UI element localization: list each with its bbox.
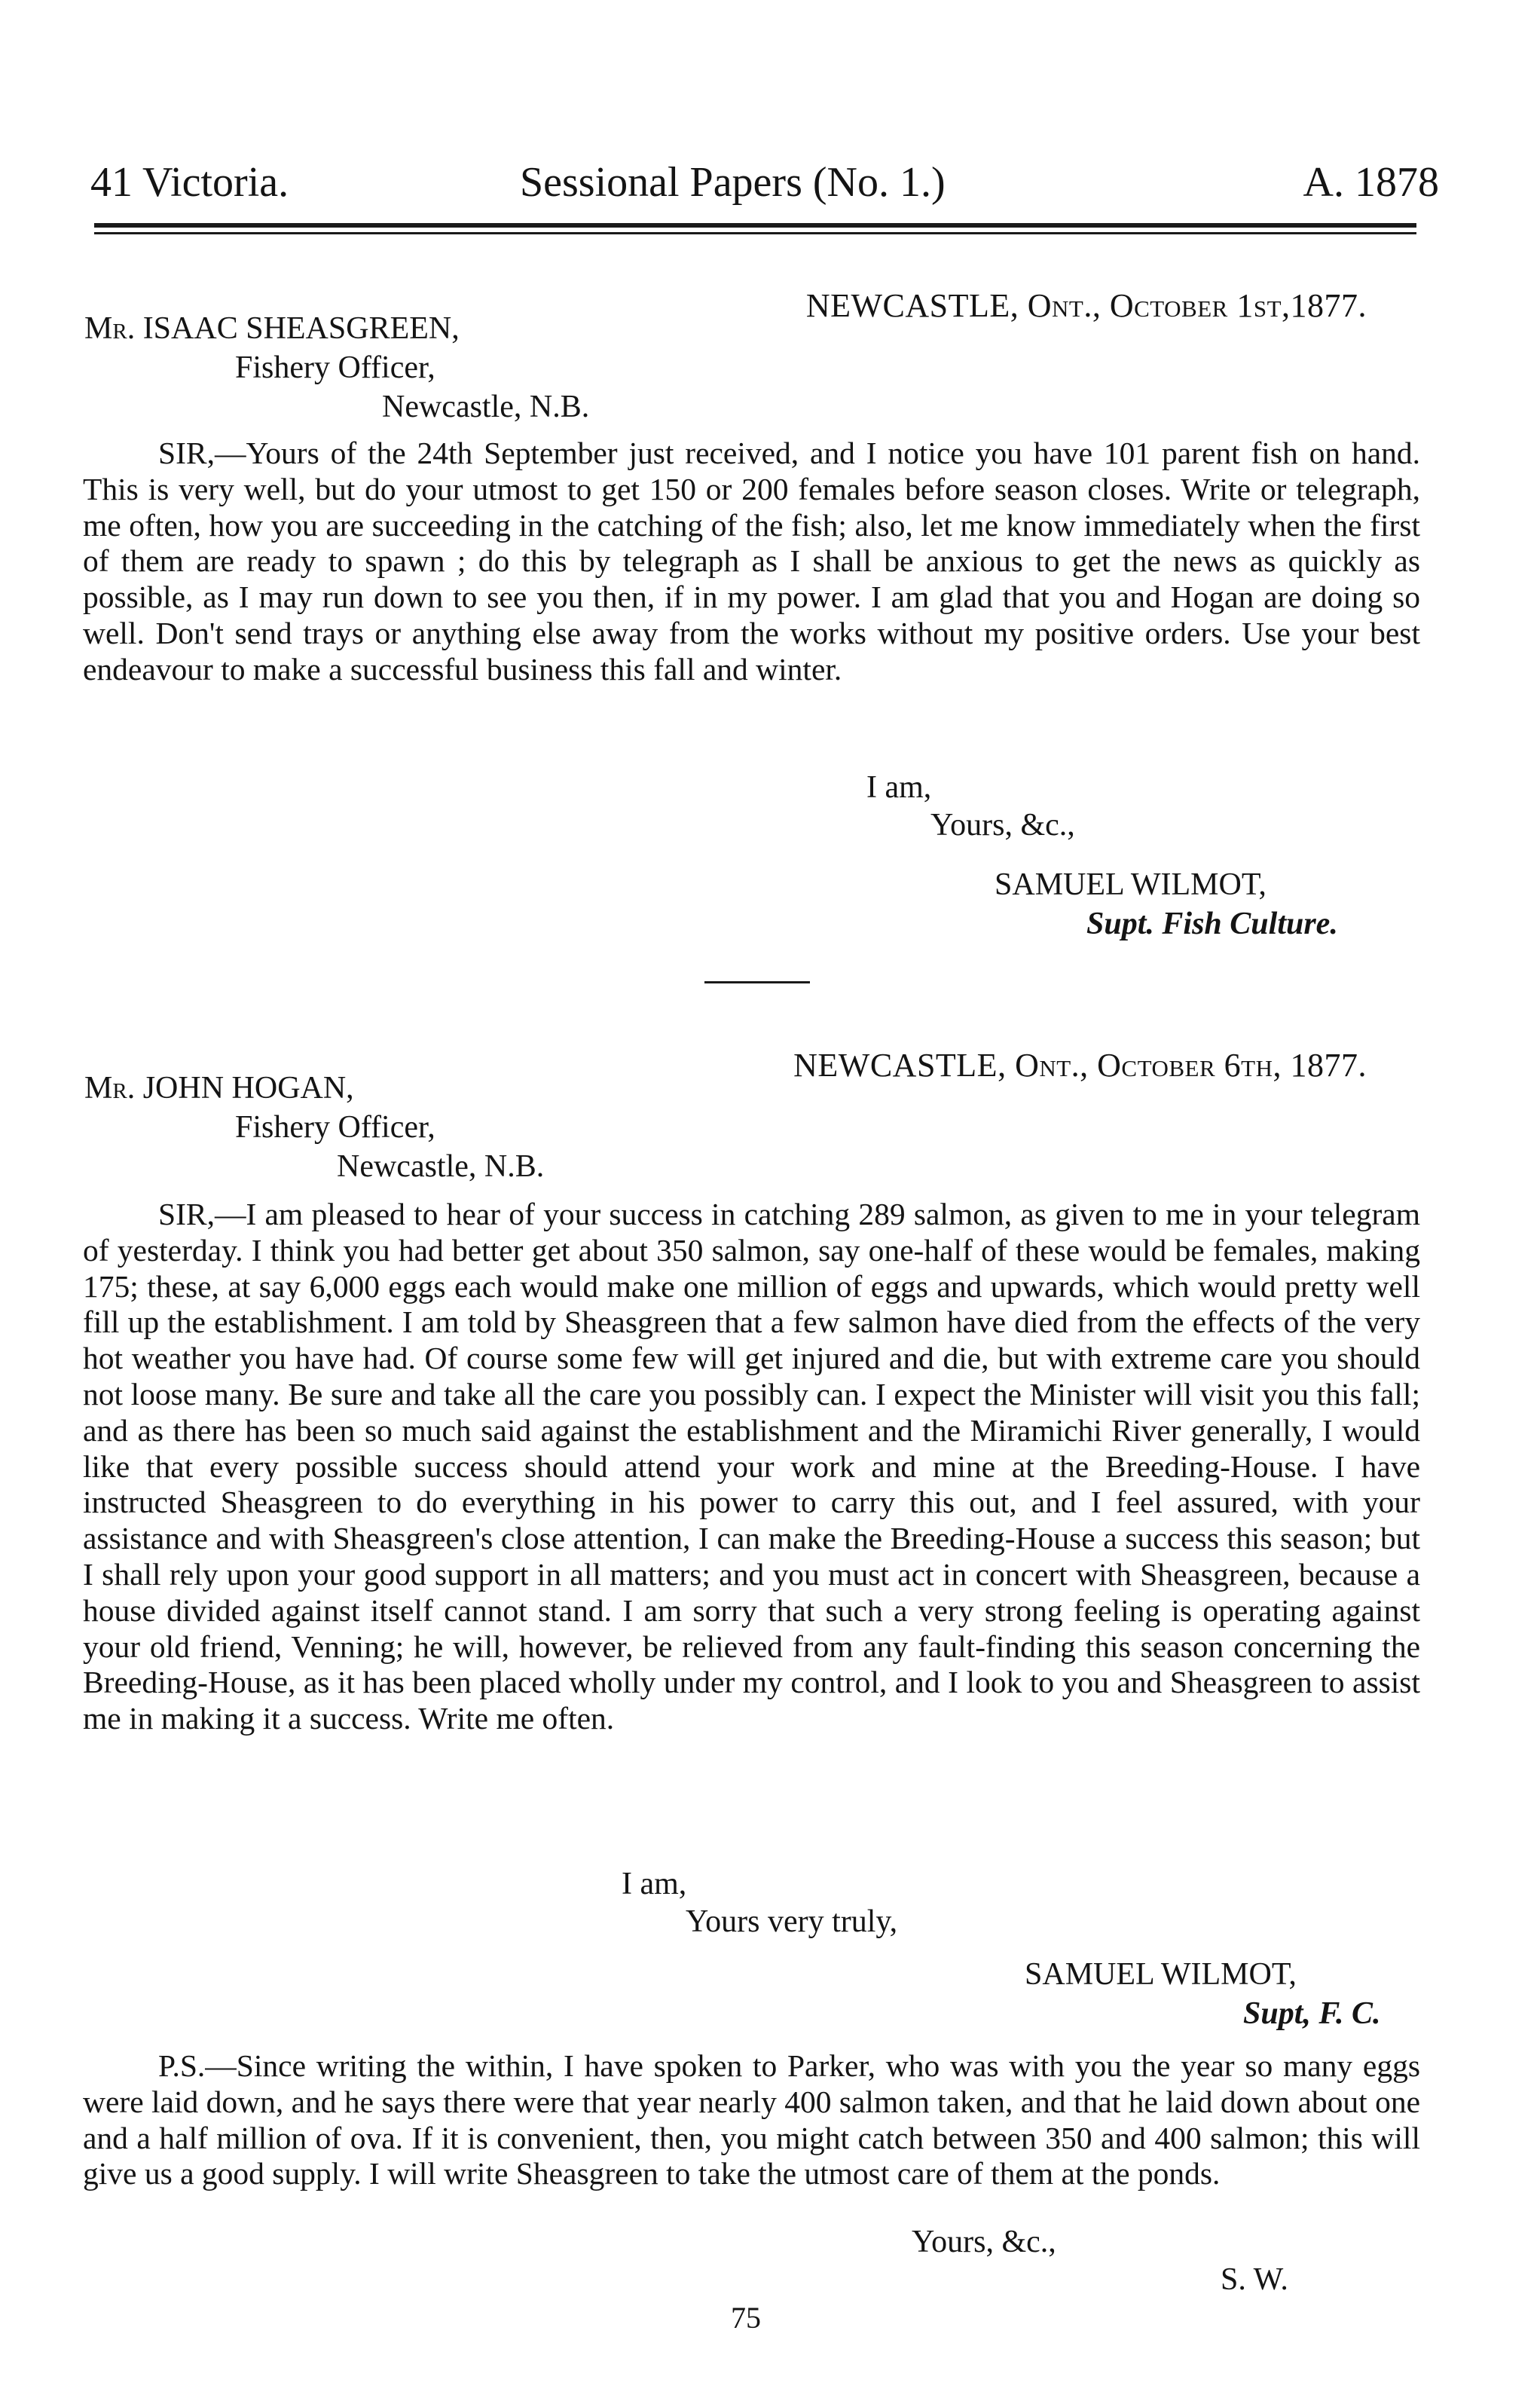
header-volume: 41 Victoria.	[90, 159, 289, 206]
letter2-signature-title: Supt, F. C.	[1243, 1996, 1381, 2031]
letter2-addressee-name: Mr. JOHN HOGAN,	[84, 1071, 354, 1106]
letter1-addressee-title: Fishery Officer,	[235, 350, 435, 385]
letter2-body: SIR,—I am pleased to hear of your success in catching 289 salmon, as given to me in your telegram of yesterday. I think you had better get about 350 salmon, say one-half of these would be females, making 175; these, at say 6,000 eggs each would make one million of eggs and upwards, which would pretty well fill up the establishment. I am told by Sheasgreen that a few salmon have died from the effects of the very hot weather you have had. Of course some few will get injured and die, but with extreme care you should not loose many. Be sure and take all the care you possibly can. I expect the Minister will visit you this fall; and as there has been so much said against the establishment and the Miramichi River generally, I would like that every possible success should attend your work and mine at the Breeding-House. I have instructed Sheasgreen to do everything in his power to carry this out, and I feel assured, with your assistance and with Sheasgreen's close attention, I can make the Breeding-House a success this season; but I shall rely upon your good support in all matters; and you must act in concert with Sheasgreen, because a house divided against itself cannot stand. I am sorry that such a very strong feeling is operating against your old friend, Venning; he will, however, be relieved from any fault-finding this season concerning the Breeding-House, as it has been placed wholly under my control, and I look to you and Sheasgreen to assist me in making it a success. Write me often.	[83, 1197, 1420, 1736]
letter1-addressee	[84, 309, 589, 427]
header-year: A. 1878	[1303, 159, 1439, 206]
letter1-closing	[866, 769, 1075, 844]
letter1-signature	[995, 865, 1338, 944]
letter2-postscript: P.S.—Since writing the within, I have spoken to Parker, who was with you the year so many eggs were laid down, and he says there were that year nearly 400 salmon taken, and that he laid down about one and a half million of ova. If it is convenient, then, you might catch between 350 and 400 salmon; this will give us a good supply. I will write Sheasgreen to take the utmost care of them at the ponds.	[83, 2048, 1420, 2191]
letter2-ps-closing: Yours, &c.,	[912, 2225, 1056, 2259]
letter1-closing-line: Yours, &c.,	[930, 808, 1075, 843]
letter2-closing-line: Yours very truly,	[686, 1904, 898, 1939]
letter2-dateline: NEWCASTLE, Ont., October 6th, 1877.	[793, 1047, 1367, 1084]
letter2-ps-initials: S. W.	[1221, 2262, 1288, 2297]
letter1-closing-line: I am,	[866, 770, 932, 805]
header-rule-thin	[94, 232, 1416, 234]
letter2-addressee-place: Newcastle, N.B.	[337, 1149, 545, 1184]
letter1-dateline: NEWCASTLE, Ont., October 1st,1877.	[805, 287, 1367, 324]
letter1-signature-title: Supt. Fish Culture.	[1086, 907, 1338, 941]
header-rule	[94, 223, 1416, 228]
letter2-closing	[622, 1865, 897, 1941]
letter2-addressee-title: Fishery Officer,	[235, 1110, 435, 1145]
letter2-closing-line: I am,	[622, 1867, 687, 1901]
letter2-signature	[1025, 1955, 1381, 2033]
letter1-body: SIR,—Yours of the 24th September just received, and I notice you have 101 parent fish on hand. This is very well, but do your utmost to get 150 or 200 females before season closes. Write or telegraph, me often, how you are succeeding in the catching of the fish; also, let me know immediately when the first of them are ready to spawn ; do this by telegraph as I shall be anxious to get the news as quickly as possible, as I may run down to see you then, if in my power. I am glad that you and Hogan are doing so well. Don't send trays or anything else away from the works without my positive orders. Use your best endeavour to make a successful business this fall and winter.	[83, 436, 1420, 687]
header-title: Sessional Papers (No. 1.)	[520, 159, 946, 206]
page-header	[90, 158, 1439, 206]
letter2-addressee	[84, 1069, 544, 1186]
page-number: 75	[731, 2301, 761, 2335]
letter1-signature-name: SAMUEL WILMOT,	[995, 867, 1267, 902]
letter2-signature-name: SAMUEL WILMOT,	[1025, 1957, 1297, 1992]
letter1-addressee-place: Newcastle, N.B.	[382, 390, 590, 424]
letter1-addressee-name: Mr. ISAAC SHEASGREEN,	[84, 311, 460, 346]
section-divider	[704, 981, 810, 983]
